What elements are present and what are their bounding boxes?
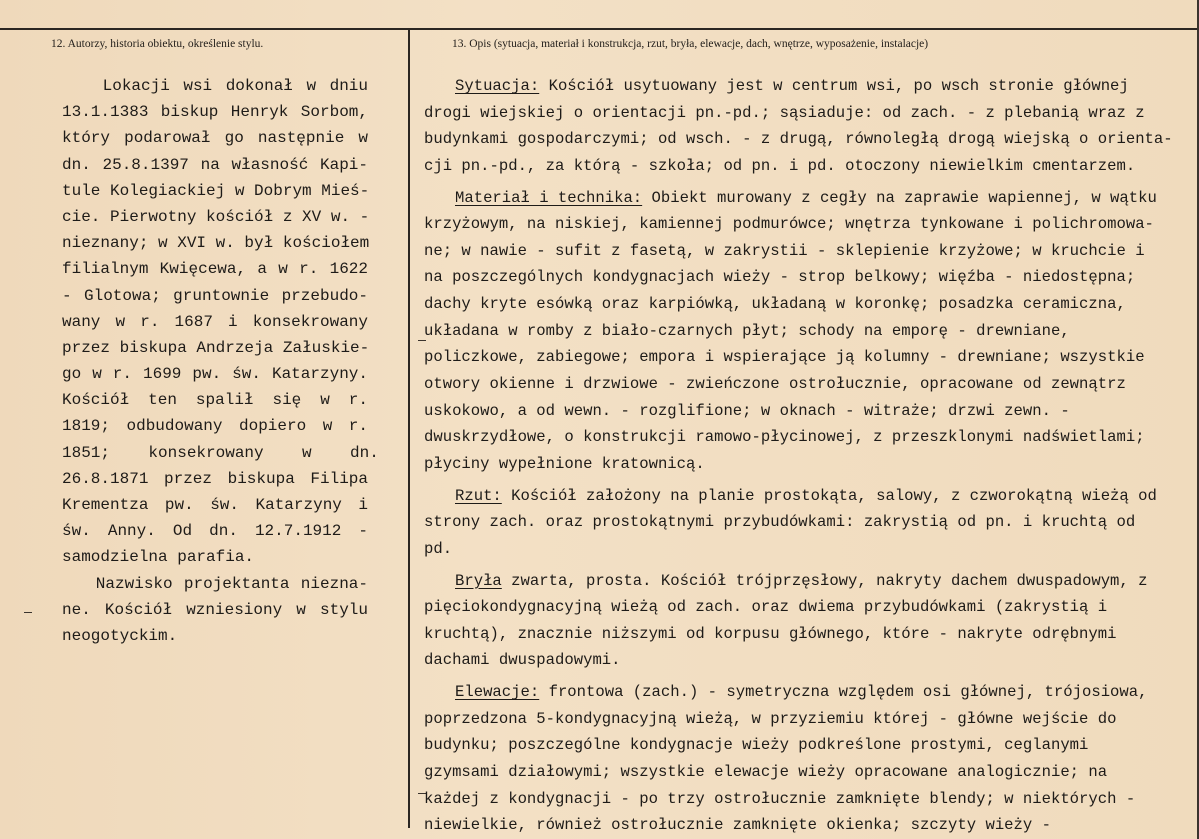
text-line: - Glotowa; gruntownie przebudo- (62, 286, 368, 305)
text-line: uskokowo, a od wewn. - rozglifione; w oknach - witraże; drzwi zewn. - (424, 401, 1070, 420)
text-line: gzymsami działowymi; wszystkie elewacje wieży opracowane analogicznie; na (424, 763, 1108, 782)
text-run: Kościół usytuowany jest w centrum wsi, po wsch stronie głównej (539, 77, 1129, 95)
text-line: drogi wiejskiej o orientacji pn.-pd.; sąsiaduje: od zach. - z plebanią wraz z (424, 103, 1145, 122)
text-line: kruchtą), znacznie niższymi od korpusu głównego, które - nakryte odrębnymi (424, 624, 1117, 643)
text-line: ne; w nawie - sufit z fasetą, w zakrystii - sklepienie krzyżowe; w kruchcie i (424, 241, 1145, 260)
text-line: krzyżowym, na niskiej, kamiennej podmurówce; wnętrza tynkowane i polichromowa- (424, 215, 1154, 234)
text-line: tule Kolegiackiej w Dobrym Mieś- (62, 181, 370, 200)
text-line (424, 568, 1198, 595)
text-line: ne. Kościół wzniesiony w stylu (62, 600, 368, 619)
column-divider (408, 28, 410, 828)
text-run: frontowa (zach.) - symetryczna względem osi głównej, trójosiowa, (539, 683, 1148, 702)
text-line: poprzedzona 5-kondygnacyjną wieżą, w przyziemiu której - główne wejście do (424, 709, 1117, 728)
text-line: dwuskrzydłowe, o konstrukcji ramowo-płycinowej, z przeszklonymi nadświetlami; (424, 428, 1145, 447)
text-line: na poszczególnych kondygnacjach wieży - strop belkowy; więźba - niedostępna; (424, 268, 1136, 287)
text-line: który podarował go następnie w (62, 129, 368, 148)
section-heading: Elewacje: (455, 683, 540, 702)
text-run: zwarta, prosta. Kościół trójprzęsłowy, nakryty dachem dwuspadowym, z (501, 571, 1148, 590)
text-line (424, 483, 1198, 510)
text-line: otwory okienne i drzwiowe - zwieńczone ostrołucznie, opracowane od zewnątrz (424, 375, 1126, 394)
text-line: policzkowe, zabiegowe; empora i wspierające ją kolumny - drewniane; wszystkie (424, 348, 1145, 367)
text-line: dn. 25.8.1397 na własność Kapi- (62, 155, 368, 174)
text-line (424, 73, 1198, 100)
text-run: Obiekt murowany z cegły na zaprawie wapiennej, w wątku (642, 188, 1157, 207)
text-line: strony zach. oraz prostokątnymi przybudówkami: zakrystią od pn. i kruchtą od (424, 513, 1136, 532)
text-line: Lokacji wsi dokonał w dniu (62, 77, 368, 95)
top-rule (0, 28, 1199, 30)
left-section-header: 12. Autorzy, historia obiektu, określenie stylu. (51, 38, 264, 50)
text-line: Nazwisko projektanta niezna- (62, 574, 368, 593)
margin-tick (24, 612, 32, 613)
text-line: filialnym Kwięcewa, a w r. 1622 (62, 260, 368, 279)
text-line: budynkami gospodarczymi; od wsch. - z drugą, równoległą drogą wiejską o orienta- (424, 130, 1173, 149)
text-line: budynku; poszczególne kondygnacje wieży podkreślone prostymi, ceglanymi (424, 736, 1089, 755)
text-line: cie. Pierwotny kościół z XV w. - (62, 207, 370, 226)
text-run: Kościół założony na planie prostokąta, salowy, z czworokątną wieżą od (501, 486, 1157, 505)
text-line: nieznany; w XVI w. był kościołem (62, 234, 370, 253)
text-line: 13.1.1383 biskup Henryk Sorbom, (62, 103, 368, 122)
text-line: płyciny wypełnione kratownicą. (424, 454, 705, 473)
text-line: cji pn.-pd., za którą - szkoła; od pn. i pd. otoczony niewielkim cmentarzem. (424, 156, 1136, 175)
text-line: go w r. 1699 pw. św. Katarzyny. (62, 365, 368, 384)
section-heading: Sytuacja: (455, 77, 540, 95)
right-section-header: 13. Opis (sytuacja, materiał i konstrukcja, rzut, bryła, elewacje, dach, wnętrze, wyposażenie, instalacje) (452, 38, 929, 50)
section-heading: Materiał i technika: (455, 188, 643, 207)
text-line: układana w romby z biało-czarnych płyt; schody na emporę - drewniane, (424, 321, 1070, 340)
text-line: Kościół ten spalił się w r. (62, 391, 368, 410)
text-line: pd. (424, 539, 453, 558)
history-text-column (62, 73, 379, 649)
text-line: samodzielna parafia. (62, 548, 255, 567)
text-line: wany w r. 1687 i konsekrowany (62, 312, 368, 331)
text-line: 1851; konsekrowany w dn. (62, 443, 379, 462)
text-line: przez biskupa Andrzeja Załuskie- (62, 338, 370, 357)
text-line: niewielkie, również ostrołucznie zamknięte okienka; szczyty wieży - (424, 816, 1051, 835)
text-line: dachy kryte esówką oraz karpiówką, układaną w koronkę; posadzka ceramiczna, (424, 295, 1126, 314)
section-heading: Rzut: (455, 486, 502, 505)
text-line: neogotyckim. (62, 626, 178, 645)
text-line: Krementza pw. św. Katarzyny i (62, 496, 368, 514)
text-line: 1819; odbudowany dopiero w r. (62, 417, 368, 436)
section-heading: Bryła (455, 571, 502, 590)
text-line: dachami dwuspadowymi. (424, 651, 621, 670)
text-line (424, 679, 1198, 706)
text-line: 26.8.1871 przez biskupa Filipa (62, 469, 368, 488)
text-line: pięciokondygnacyjną wieżą od zach. oraz dwiema przybudówkami (zakrystią i (424, 598, 1108, 617)
description-text-column (424, 73, 1198, 839)
text-line: św. Anny. Od dn. 12.7.1912 - (62, 522, 368, 541)
text-line (424, 185, 1198, 212)
text-line: każdej z kondygnacji - po trzy ostrołucznie zamknięte blendy; w niektórych - (424, 789, 1136, 808)
